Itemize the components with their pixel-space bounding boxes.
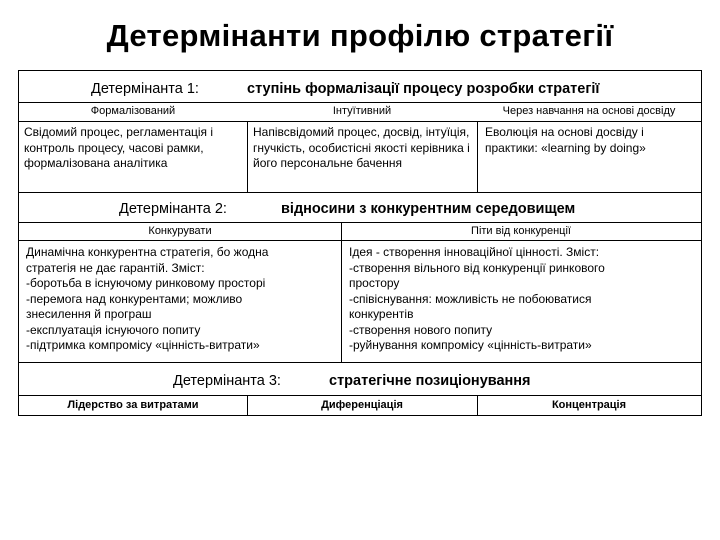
determinant-1-label: Детермінанта 1:: [91, 81, 199, 97]
divider: [341, 222, 342, 362]
text-line: Ідея - створення інноваційної цінності. Зміст:: [349, 245, 600, 259]
text-line: конкурентів: [349, 307, 414, 321]
text-line: простору: [349, 276, 400, 290]
divider: [19, 395, 701, 396]
column-header-concentration: Концентрація: [551, 399, 627, 411]
divider: [477, 121, 478, 192]
cell-learning: Еволюція на основі досвіду і практики: «learning by doing»: [485, 125, 646, 155]
divider: [247, 121, 248, 192]
text-line: -руйнування компромісу «цінність-витрати»: [349, 338, 592, 352]
determinant-1-topic: ступінь формалізації процесу розробки стратегії: [247, 81, 600, 97]
column-header-learning: Через навчання на основі досвіду: [502, 105, 676, 117]
divider: [19, 102, 701, 103]
column-header-cost-leadership: Лідерство за витратами: [67, 399, 199, 411]
determinants-table: [18, 70, 702, 416]
cell-avoid-competition: [349, 245, 693, 354]
text-line: знесилення й програш: [26, 307, 152, 321]
determinant-2-topic: відносини з конкурентним середовищем: [281, 201, 576, 217]
determinant-3-topic: стратегічне позиціонування: [329, 373, 531, 389]
text-line: -перемога над конкурентами; можливо: [26, 291, 243, 306]
column-header-formalized: Формалізований: [90, 105, 176, 117]
text-line: -створення вільного від конкуренції ринкового: [349, 260, 605, 275]
column-header-compete: Конкурувати: [148, 225, 212, 237]
text-line: -підтримка компромісу «цінність-витрати»: [26, 338, 260, 352]
column-header-intuitive: Інтуїтивний: [332, 105, 392, 117]
text-line: стратегія не дає гарантій. Зміст:: [26, 260, 205, 275]
column-header-differentiation: Диференціація: [321, 399, 403, 411]
cell-intuitive: Напівсвідомий процес, досвід, інтуїція, гнучкість, особистісні якості керівника і його персональне бачення: [253, 125, 470, 170]
cell-formalized: Свідомий процес, регламентація і контроль процесу, часові рамки, формалізована аналітика: [24, 125, 214, 170]
divider: [19, 121, 701, 122]
text-line: Динамічна конкурентна стратегія, бо жодна: [26, 245, 269, 259]
determinant-2-label: Детермінанта 2:: [119, 201, 227, 217]
column-header-avoid-competition: Піти від конкуренції: [471, 225, 571, 237]
text-line: -боротьба в існуючому ринковому просторі: [26, 276, 266, 290]
text-line: -співіснування: можливість не побоюватися: [349, 291, 592, 306]
cell-compete: [26, 245, 332, 354]
divider: [19, 362, 701, 363]
divider: [19, 192, 701, 193]
text-line: -створення нового попиту: [349, 322, 493, 337]
page-title: Детермінанти профілю стратегії: [106, 18, 614, 53]
divider: [19, 222, 701, 223]
determinant-3-label: Детермінанта 3:: [173, 373, 281, 389]
text-line: -експлуатація існуючого попиту: [26, 322, 201, 337]
divider: [19, 240, 701, 241]
